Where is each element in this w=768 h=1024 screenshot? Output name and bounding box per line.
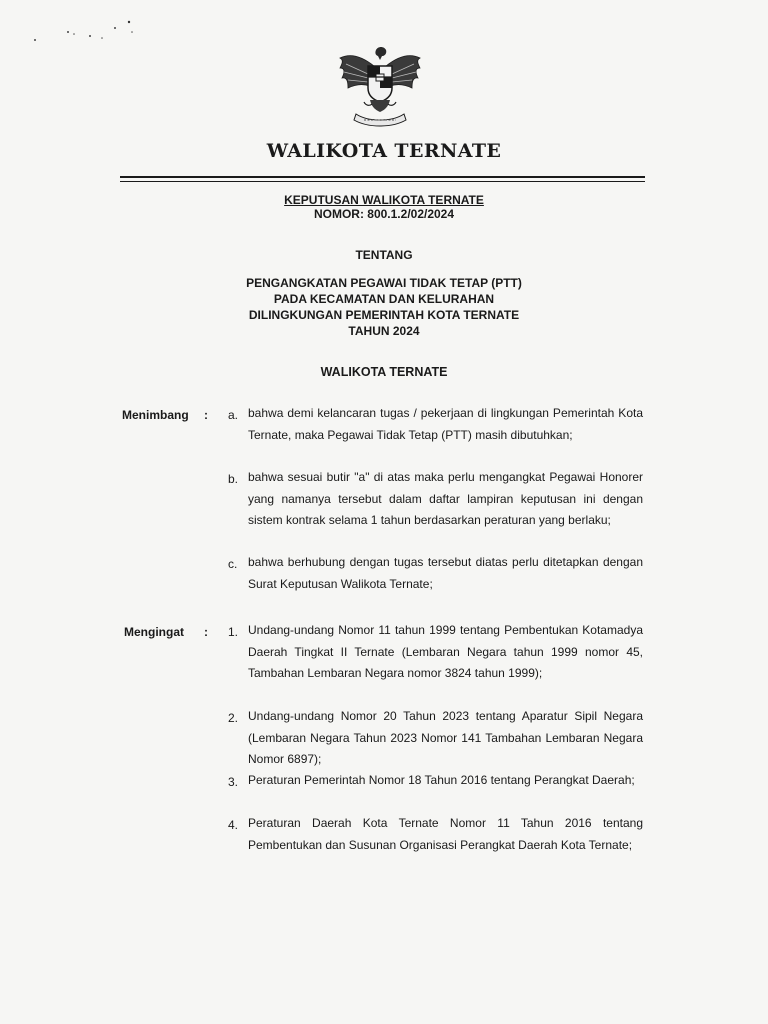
list-marker: 2. [228,711,239,725]
list-marker: 1. [228,625,239,639]
menimbang-item: bahwa berhubung dengan tugas tersebut diatas perlu ditetapkan dengan Surat Keputusan Walikota Ternate; [248,555,643,591]
list-marker: b. [228,472,239,486]
subject-line: TAHUN 2024 [348,324,420,338]
subject-line: PADA KECAMATAN DAN KELURAHAN [273,292,495,306]
about-label: TENTANG [355,248,413,262]
mengingat-colon: : [204,625,208,639]
list-marker: 3. [228,775,239,789]
subject-line: DILINGKUNGAN PEMERINTAH KOTA TERNATE [248,308,520,322]
subject-line: PENGANGKATAN PEGAWAI TIDAK TETAP (PTT) [246,276,522,290]
mengingat-item: Peraturan Pemerintah Nomor 18 Tahun 2016 tentang Perangkat Daerah; [248,773,635,787]
page-title: WALIKOTA TERNATE [266,140,502,162]
menimbang-item: bahwa sesuai butir "a" di atas maka perlu mengangkat Pegawai Honorer yang namanya tersebut dalam daftar lampiran keputusan ini dengan sistem kontrak selama 1 tahun berdasarkan peraturan yang berlaku; [248,470,643,527]
decree-type: KEPUTUSAN WALIKOTA TERNATE [284,193,484,207]
mengingat-label: Mengingat [124,625,184,639]
garuda-emblem-icon [334,44,426,130]
header-divider-thick [120,176,645,178]
list-marker: a. [228,408,239,422]
mengingat-item: Undang-undang Nomor 11 tahun 1999 tentang Pembentukan Kotamadya Daerah Tingkat II Ternate (Lembaran Negara tahun 1999 nomor 45, Tambahan Lembaran Negara nomor 3824 tahun 1999); [248,623,643,680]
menimbang-item: bahwa demi kelancaran tugas / pekerjaan di lingkungan Pemerintah Kota Ternate, maka Pegawai Tidak Tetap (PTT) masih dibutuhkan; [248,406,643,442]
issuer: WALIKOTA TERNATE [320,365,448,379]
mengingat-item: Undang-undang Nomor 20 Tahun 2023 tentang Aparatur Sipil Negara (Lembaran Negara Tahun 2023 Nomor 141 Tambahan Lembaran Negara Nomor 6897); [248,709,643,766]
menimbang-label: Menimbang [122,408,189,422]
header-divider-thin [120,181,645,182]
list-marker: 4. [228,818,239,832]
scan-specks [30,14,140,54]
menimbang-colon: : [204,408,208,422]
decree-number: NOMOR: 800.1.2/02/2024 [313,207,455,221]
mengingat-item: Peraturan Daerah Kota Ternate Nomor 11 Tahun 2016 tentang Pembentukan dan Susunan Organisasi Perangkat Daerah Kota Ternate; [248,816,643,852]
list-marker: c. [228,557,238,571]
